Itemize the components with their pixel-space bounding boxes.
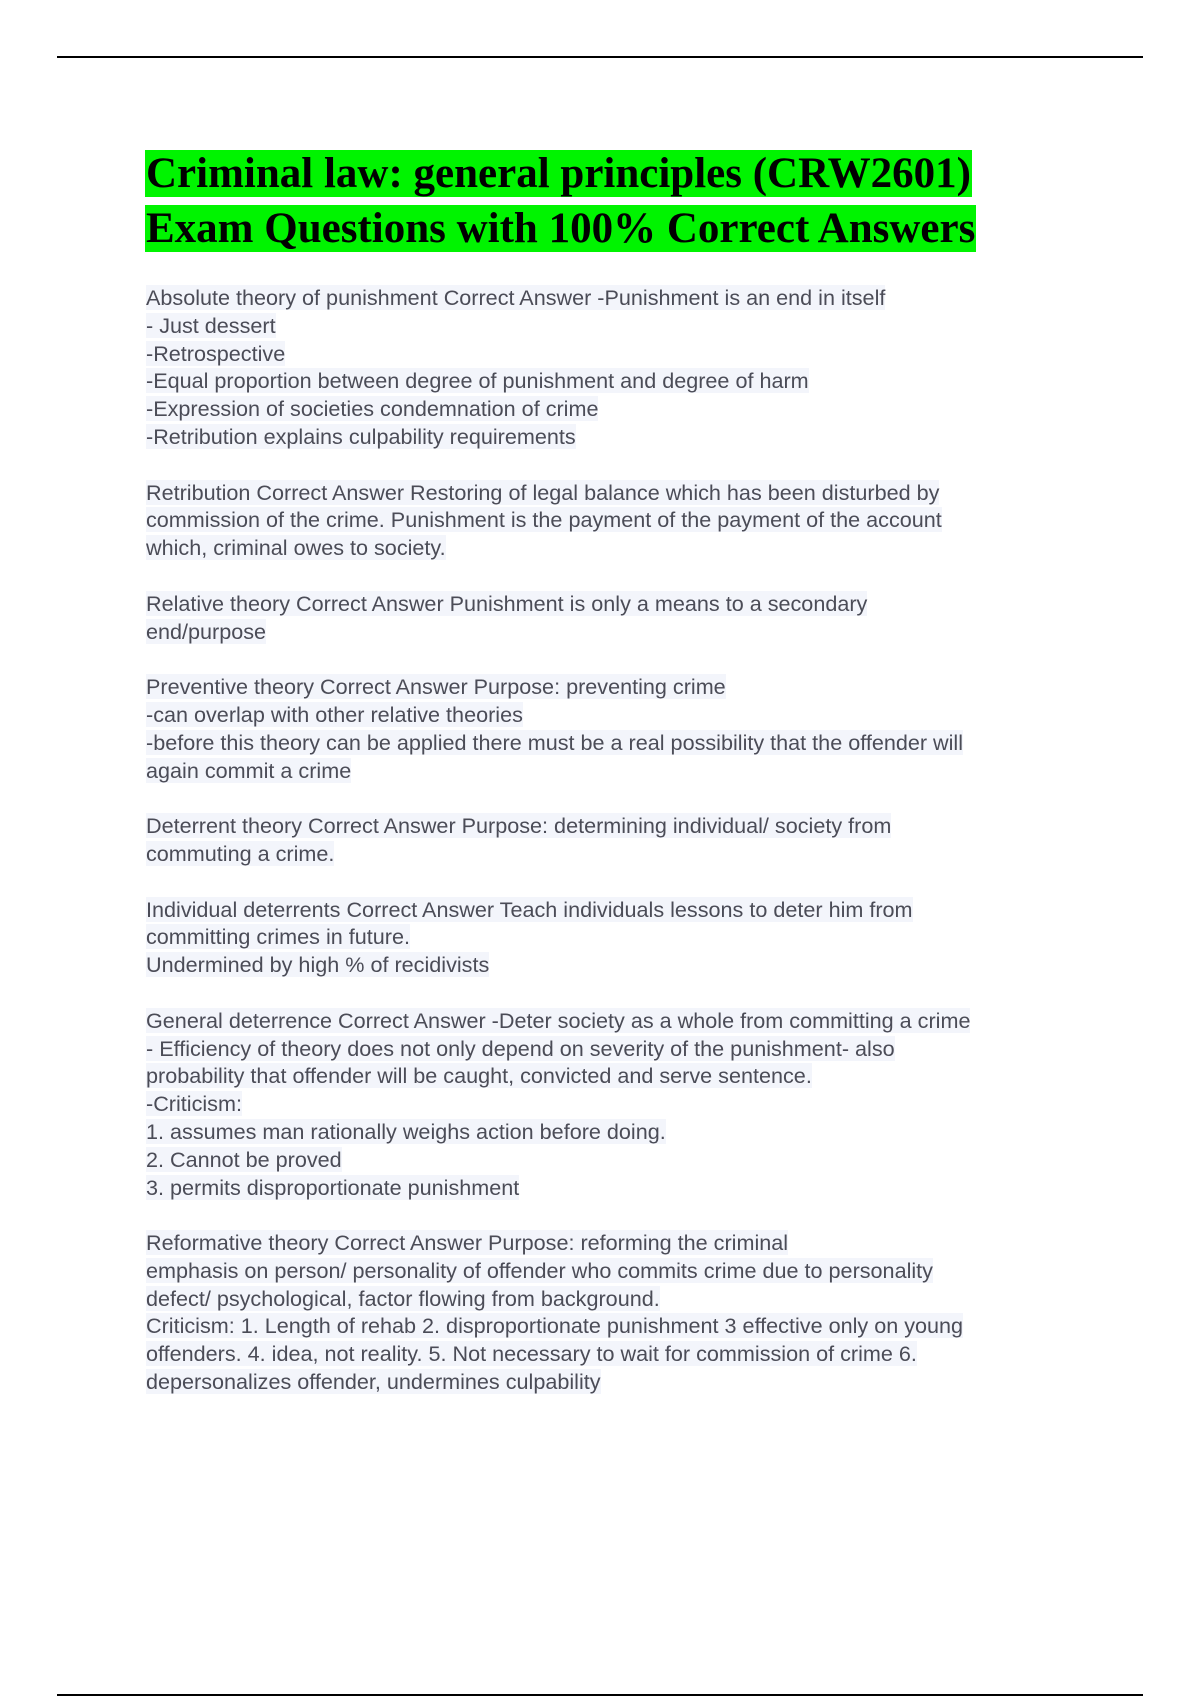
entry-text: defect/ psychological, factor flowing from background. bbox=[146, 1285, 660, 1311]
entry-line bbox=[146, 1285, 1086, 1313]
entry-text: 1. assumes man rationally weighs action before doing. bbox=[146, 1118, 666, 1144]
qa-entry-absolute-theory bbox=[146, 284, 1086, 451]
entry-line bbox=[146, 423, 1086, 451]
entry-text: -Retrospective bbox=[146, 340, 286, 366]
entry-text: -can overlap with other relative theories bbox=[146, 701, 523, 727]
entry-text: 3. permits disproportionate punishment bbox=[146, 1174, 520, 1200]
bottom-rule bbox=[57, 1694, 1143, 1696]
entry-line bbox=[146, 729, 1086, 757]
qa-entry-relative-theory bbox=[146, 590, 1086, 646]
entry-line bbox=[146, 312, 1086, 340]
entry-line bbox=[146, 812, 1086, 840]
entry-text: committing crimes in future. bbox=[146, 924, 410, 950]
entry-text: Retribution Correct Answer Restoring of legal balance which has been disturbed by bbox=[146, 479, 940, 505]
entry-text: 2. Cannot be proved bbox=[146, 1146, 342, 1172]
entry-line bbox=[146, 534, 1086, 562]
entry-line bbox=[146, 701, 1086, 729]
entry-line bbox=[146, 340, 1086, 368]
entry-text: - Just dessert bbox=[146, 312, 276, 338]
entry-text: offenders. 4. idea, not reality. 5. Not necessary to wait for commission of crime 6. bbox=[146, 1341, 917, 1367]
qa-entry-individual-deterrents bbox=[146, 896, 1086, 979]
entry-text: Deterrent theory Correct Answer Purpose: determining individual/ society from bbox=[146, 813, 892, 839]
entry-text: -Equal proportion between degree of punishment and degree of harm bbox=[146, 368, 809, 394]
entry-line bbox=[146, 1035, 1086, 1063]
qa-entry-retribution bbox=[146, 479, 1086, 562]
entry-line bbox=[146, 1312, 1086, 1340]
entry-text: Individual deterrents Correct Answer Teach individuals lessons to deter him from bbox=[146, 896, 913, 922]
entry-line bbox=[146, 923, 1086, 951]
entry-text: -Retribution explains culpability requirements bbox=[146, 423, 576, 449]
entry-line bbox=[146, 757, 1086, 785]
entry-line bbox=[146, 1090, 1086, 1118]
title-line-2: Exam Questions with 100% Correct Answers bbox=[146, 205, 976, 252]
entry-text: -Expression of societies condemnation of crime bbox=[146, 396, 599, 422]
entry-line bbox=[146, 1229, 1086, 1257]
entry-line bbox=[146, 479, 1086, 507]
entry-text: commission of the crime. Punishment is the payment of the payment of the account bbox=[146, 507, 942, 533]
entry-line bbox=[146, 1257, 1086, 1285]
entry-text: Undermined by high % of recidivists bbox=[146, 952, 490, 978]
entry-line bbox=[146, 506, 1086, 534]
entry-text: end/purpose bbox=[146, 618, 267, 644]
entry-line bbox=[146, 395, 1086, 423]
entry-line bbox=[146, 284, 1086, 312]
qa-entry-general-deterrence bbox=[146, 1007, 1086, 1202]
title-line-1: Criminal law: general principles (CRW2601) bbox=[146, 150, 971, 197]
entry-text: emphasis on person/ personality of offender who commits crime due to personality bbox=[146, 1257, 933, 1283]
entry-text: probability that offender will be caught, convicted and serve sentence. bbox=[146, 1063, 812, 1089]
entry-line bbox=[146, 367, 1086, 395]
top-rule bbox=[57, 56, 1143, 58]
qa-entry-reformative-theory bbox=[146, 1229, 1086, 1396]
entry-text: Criticism: 1. Length of rehab 2. disproportionate punishment 3 effective only on young bbox=[146, 1313, 964, 1339]
entry-line bbox=[146, 590, 1086, 618]
entry-text: General deterrence Correct Answer -Deter society as a whole from committing a crime bbox=[146, 1007, 971, 1033]
entry-line bbox=[146, 1340, 1086, 1368]
entry-text: depersonalizes offender, undermines culpability bbox=[146, 1369, 601, 1395]
entry-text: - Efficiency of theory does not only depend on severity of the punishment- also bbox=[146, 1035, 895, 1061]
entry-line bbox=[146, 618, 1086, 646]
entry-text: which, criminal owes to society. bbox=[146, 535, 446, 561]
entry-line bbox=[146, 1007, 1086, 1035]
entry-line bbox=[146, 840, 1086, 868]
entry-text: Absolute theory of punishment Correct Answer -Punishment is an end in itself bbox=[146, 285, 886, 310]
entry-line bbox=[146, 1146, 1086, 1174]
entry-line bbox=[146, 1118, 1086, 1146]
entry-text: again commit a crime bbox=[146, 757, 352, 783]
entry-line bbox=[146, 673, 1086, 701]
entry-text: commuting a crime. bbox=[146, 840, 335, 866]
entry-text: Preventive theory Correct Answer Purpose: preventing crime bbox=[146, 674, 726, 700]
entry-line bbox=[146, 1174, 1086, 1202]
entry-text: -before this theory can be applied there must be a real possibility that the offender will bbox=[146, 729, 964, 755]
entry-line bbox=[146, 951, 1086, 979]
entry-text: -Criticism: bbox=[146, 1091, 242, 1117]
document-title bbox=[145, 146, 1085, 256]
entry-line bbox=[146, 896, 1086, 924]
entry-text: Reformative theory Correct Answer Purpose: reforming the criminal bbox=[146, 1230, 789, 1256]
qa-list bbox=[146, 284, 1086, 1424]
entry-text: Relative theory Correct Answer Punishment is only a means to a secondary bbox=[146, 590, 868, 616]
qa-entry-preventive-theory bbox=[146, 673, 1086, 784]
qa-entry-deterrent-theory bbox=[146, 812, 1086, 868]
entry-line bbox=[146, 1062, 1086, 1090]
entry-line bbox=[146, 1368, 1086, 1396]
